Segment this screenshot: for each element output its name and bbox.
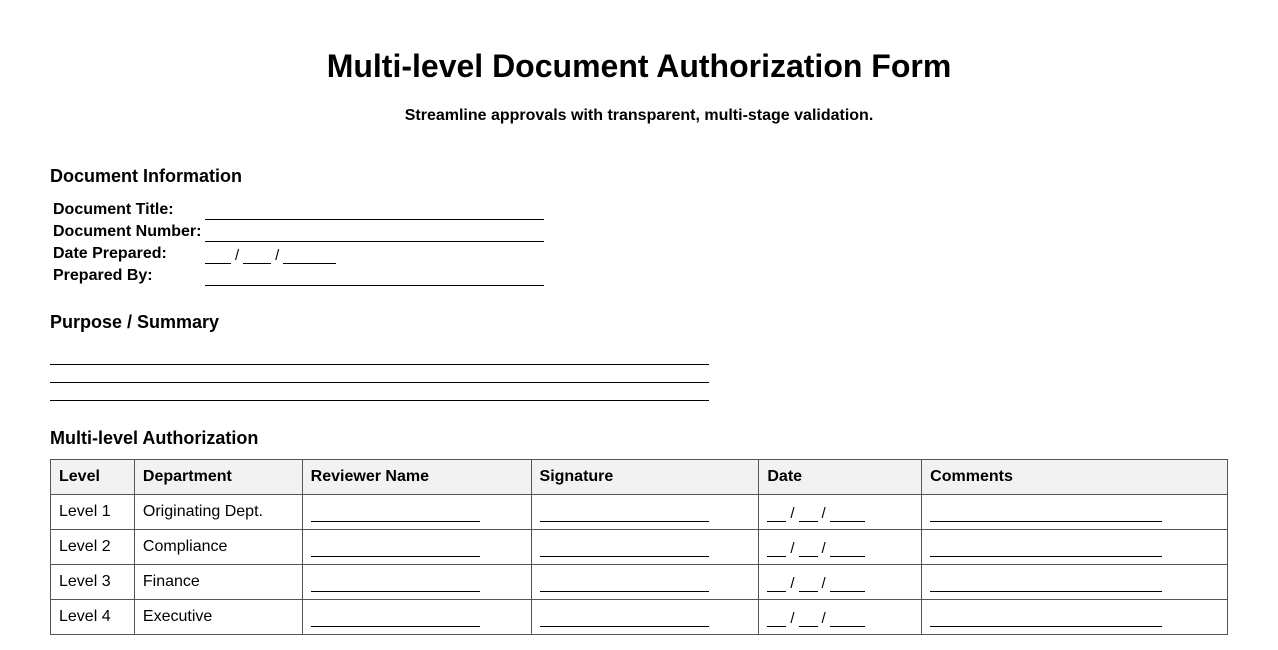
column-header-comments: Comments (922, 460, 1228, 495)
comments-field[interactable] (930, 503, 1162, 522)
table-header-row (51, 460, 1228, 495)
date-year-blank[interactable] (830, 575, 865, 592)
table-row (51, 600, 1228, 635)
date-separator: / (821, 505, 826, 522)
date-month-blank[interactable] (205, 249, 231, 264)
signature-field[interactable] (540, 538, 709, 557)
document-title-row (53, 198, 544, 220)
date-day-blank[interactable] (799, 575, 818, 592)
prepared-by-field[interactable] (205, 267, 544, 286)
purpose-line[interactable] (50, 365, 709, 383)
date-cell (759, 600, 922, 635)
comments-field[interactable] (930, 608, 1162, 627)
document-number-field[interactable] (205, 223, 544, 242)
date-field[interactable] (767, 502, 913, 522)
document-number-row (53, 220, 544, 242)
date-separator: / (235, 247, 240, 264)
level-cell: Level 3 (51, 565, 135, 600)
reviewer-name-field[interactable] (311, 503, 480, 522)
date-field[interactable] (767, 572, 913, 592)
document-title-field[interactable] (205, 201, 544, 220)
purpose-summary-heading: Purpose / Summary (50, 312, 220, 332)
date-separator: / (821, 575, 826, 592)
reviewer-name-cell (302, 495, 531, 530)
reviewer-name-field[interactable] (311, 573, 480, 592)
date-month-blank[interactable] (767, 575, 786, 592)
date-prepared-label: Date Prepared: (53, 245, 167, 262)
date-day-blank[interactable] (799, 540, 818, 557)
date-separator: / (821, 540, 826, 557)
reviewer-name-cell (302, 565, 531, 600)
department-cell: Finance (134, 565, 302, 600)
purpose-line[interactable] (50, 383, 709, 401)
prepared-by-row (53, 264, 544, 286)
signature-cell (531, 565, 759, 600)
authorization-table (50, 459, 1228, 635)
level-cell: Level 2 (51, 530, 135, 565)
date-year-blank[interactable] (830, 610, 865, 627)
comments-cell (922, 495, 1228, 530)
date-prepared-field[interactable] (205, 246, 336, 264)
department-cell: Compliance (134, 530, 302, 565)
date-day-blank[interactable] (243, 249, 271, 264)
reviewer-name-field[interactable] (311, 538, 480, 557)
department-cell: Executive (134, 600, 302, 635)
date-year-blank[interactable] (283, 249, 336, 264)
date-separator: / (275, 247, 280, 264)
signature-cell (531, 600, 759, 635)
date-day-blank[interactable] (799, 610, 818, 627)
date-day-blank[interactable] (799, 505, 818, 522)
date-separator: / (790, 610, 795, 627)
comments-field[interactable] (930, 573, 1162, 592)
purpose-line[interactable] (50, 347, 709, 365)
reviewer-name-field[interactable] (311, 608, 480, 627)
prepared-by-label: Prepared By: (53, 267, 153, 284)
comments-cell (922, 600, 1228, 635)
document-number-label: Document Number: (53, 223, 202, 240)
signature-field[interactable] (540, 573, 709, 592)
date-field[interactable] (767, 537, 913, 557)
date-cell (759, 530, 922, 565)
date-separator: / (790, 575, 795, 592)
reviewer-name-cell (302, 530, 531, 565)
signature-cell (531, 495, 759, 530)
page-subtitle: Streamline approvals with transparent, multi-stage validation. (404, 107, 874, 124)
date-prepared-row (53, 242, 544, 264)
document-information-heading: Document Information (50, 166, 242, 186)
document-information-fields (53, 198, 544, 286)
date-month-blank[interactable] (767, 540, 786, 557)
comments-cell (922, 565, 1228, 600)
signature-cell (531, 530, 759, 565)
date-cell (759, 495, 922, 530)
date-field[interactable] (767, 607, 913, 627)
table-row (51, 495, 1228, 530)
date-month-blank[interactable] (767, 505, 786, 522)
comments-cell (922, 530, 1228, 565)
date-separator: / (790, 540, 795, 557)
table-row (51, 530, 1228, 565)
date-year-blank[interactable] (830, 540, 865, 557)
table-row (51, 565, 1228, 600)
date-separator: / (821, 610, 826, 627)
signature-field[interactable] (540, 503, 709, 522)
department-cell: Originating Dept. (134, 495, 302, 530)
column-header-level: Level (51, 460, 135, 495)
comments-field[interactable] (930, 538, 1162, 557)
reviewer-name-cell (302, 600, 531, 635)
date-cell (759, 565, 922, 600)
level-cell: Level 1 (51, 495, 135, 530)
date-separator: / (790, 505, 795, 522)
purpose-summary-area[interactable] (50, 347, 709, 401)
date-year-blank[interactable] (830, 505, 865, 522)
level-cell: Level 4 (51, 600, 135, 635)
signature-field[interactable] (540, 608, 709, 627)
page-title: Multi-level Document Authorization Form (326, 48, 952, 84)
date-month-blank[interactable] (767, 610, 786, 627)
column-header-department: Department (134, 460, 302, 495)
column-header-reviewer-name: Reviewer Name (302, 460, 531, 495)
column-header-signature: Signature (531, 460, 759, 495)
column-header-date: Date (759, 460, 922, 495)
multi-level-authorization-heading: Multi-level Authorization (50, 428, 259, 448)
document-title-label: Document Title: (53, 201, 174, 218)
